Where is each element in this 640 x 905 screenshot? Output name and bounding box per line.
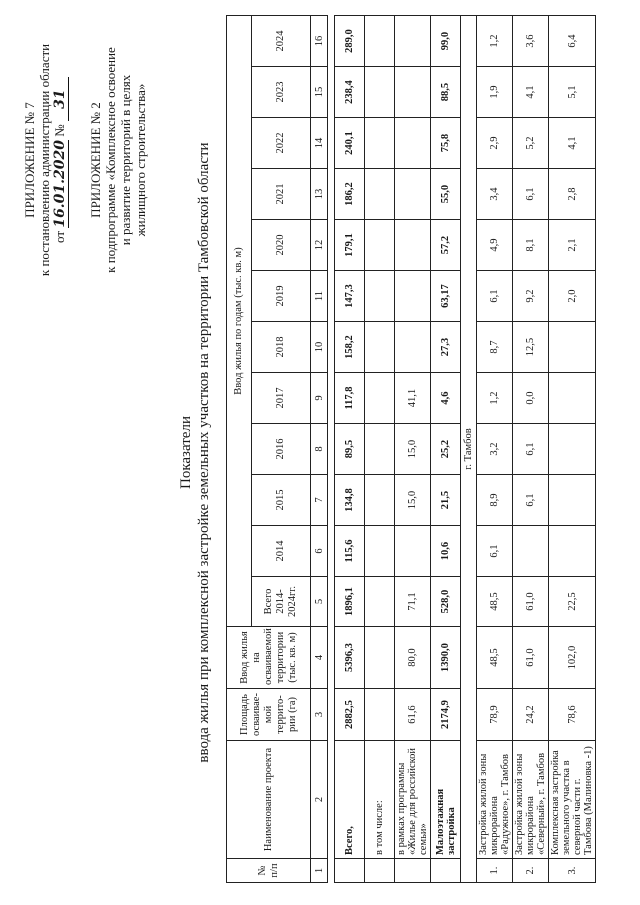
- project-name: в рамках программы «Жилье для российской семьи»: [395, 741, 431, 859]
- year-value: 89,5: [335, 424, 365, 475]
- row-number: 3.: [549, 859, 596, 883]
- year-value: 240,1: [335, 118, 365, 169]
- year-value: 2,0: [549, 271, 596, 322]
- housing-value: 80,0: [395, 627, 431, 689]
- year-value: 8,9: [477, 475, 513, 526]
- year-value: 6,1: [513, 475, 549, 526]
- year-value: 4,9: [477, 220, 513, 271]
- column-number: 2: [311, 741, 328, 859]
- year-value: 3,2: [477, 424, 513, 475]
- row-number: [335, 859, 365, 883]
- year-value: [395, 16, 431, 67]
- year-value: 2,8: [549, 169, 596, 220]
- year-value: 10,6: [431, 526, 461, 577]
- column-number: 4: [311, 627, 328, 689]
- year-value: [395, 169, 431, 220]
- project-name: Всего,: [335, 741, 365, 859]
- header-year: 2024: [252, 16, 311, 67]
- year-value: 15,0: [395, 424, 431, 475]
- column-number: 3: [311, 689, 328, 741]
- year-value: 55,0: [431, 169, 461, 220]
- header-year: 2014: [252, 526, 311, 577]
- year-value: [365, 271, 395, 322]
- spacer-row: [328, 16, 335, 883]
- city-label: г. Тамбов: [461, 16, 477, 883]
- header-year: 2016: [252, 424, 311, 475]
- row-number: 2.: [513, 859, 549, 883]
- year-value: [365, 67, 395, 118]
- year-value: 63,17: [431, 271, 461, 322]
- handwritten-date: 16.01.2020: [52, 139, 68, 228]
- header-year: 2023: [252, 67, 311, 118]
- year-value: 88,5: [431, 67, 461, 118]
- appendix-7-header: [22, 30, 69, 290]
- header-year: 2015: [252, 475, 311, 526]
- number-sign: №: [52, 124, 67, 137]
- column-number: 16: [311, 16, 328, 67]
- year-value: 0,0: [513, 373, 549, 424]
- summary-row: [365, 16, 395, 883]
- year-value: 5,1: [549, 67, 596, 118]
- year-value: [395, 118, 431, 169]
- year-value: 21,5: [431, 475, 461, 526]
- year-value: 117,8: [335, 373, 365, 424]
- total-value: 71,1: [395, 577, 431, 627]
- area-value: 2174,9: [431, 689, 461, 741]
- year-value: [549, 526, 596, 577]
- year-value: 115,6: [335, 526, 365, 577]
- year-value: 4,1: [513, 67, 549, 118]
- document-subtitle: ввода жилья при комплексной застройке земельных участков на территории Тамбовской области: [196, 142, 212, 763]
- appendix-2-line-2: и развитие территорий в целях: [118, 74, 133, 246]
- year-value: [395, 67, 431, 118]
- appendix-7-date-line: [52, 30, 69, 290]
- appendix-7-subtitle: к постановлению администрации области: [37, 43, 52, 277]
- year-value: [365, 424, 395, 475]
- column-number: 9: [311, 373, 328, 424]
- year-value: [365, 118, 395, 169]
- area-value: 24,2: [513, 689, 549, 741]
- table-row: [513, 16, 549, 883]
- year-value: 8,1: [513, 220, 549, 271]
- handwritten-number: 31: [53, 77, 69, 121]
- total-value: 48,5: [477, 577, 513, 627]
- year-value: [513, 526, 549, 577]
- year-value: [549, 322, 596, 373]
- year-value: 6,1: [513, 169, 549, 220]
- spacer-cell: [328, 16, 335, 883]
- total-value: 22,5: [549, 577, 596, 627]
- year-value: 147,3: [335, 271, 365, 322]
- year-value: 158,2: [335, 322, 365, 373]
- header-year: 2019: [252, 271, 311, 322]
- table-body: [311, 16, 596, 883]
- area-value: [365, 689, 395, 741]
- year-value: [365, 16, 395, 67]
- appendix-2-line-3: жилищного строительства»: [133, 83, 148, 237]
- header-year: 2022: [252, 118, 311, 169]
- year-value: 12,5: [513, 322, 549, 373]
- year-value: 8,7: [477, 322, 513, 373]
- housing-value: 102,0: [549, 627, 596, 689]
- year-value: 41,1: [395, 373, 431, 424]
- project-name: Застройка жилой зоны микрорайона «Радужное», г. Тамбов: [477, 741, 513, 859]
- year-value: 6,1: [477, 526, 513, 577]
- housing-value: 48,5: [477, 627, 513, 689]
- column-number: 14: [311, 118, 328, 169]
- column-number: 1: [311, 859, 328, 883]
- area-value: 78,9: [477, 689, 513, 741]
- summary-row: [335, 16, 365, 883]
- column-number: 12: [311, 220, 328, 271]
- year-value: 3,6: [513, 16, 549, 67]
- project-name: Малоэтажная застройка: [431, 741, 461, 859]
- table-row: [549, 16, 596, 883]
- project-name: Застройка жилой зоны микрорайона «Северный», г. Тамбов: [513, 741, 549, 859]
- header-num: № п/п: [227, 859, 311, 883]
- year-value: 289,0: [335, 16, 365, 67]
- header-year: 2020: [252, 220, 311, 271]
- column-number: 11: [311, 271, 328, 322]
- row-number: 1.: [477, 859, 513, 883]
- year-value: 1,2: [477, 373, 513, 424]
- year-value: [549, 424, 596, 475]
- header-year: 2017: [252, 373, 311, 424]
- header-year: 2018: [252, 322, 311, 373]
- year-value: [395, 220, 431, 271]
- project-name: Комплексная застройка земельного участка в северной части г. Тамбова (Малиновка -1): [549, 741, 596, 859]
- housing-value: 1390,0: [431, 627, 461, 689]
- total-value: 61,0: [513, 577, 549, 627]
- column-number: 7: [311, 475, 328, 526]
- year-value: [395, 322, 431, 373]
- header-year: 2021: [252, 169, 311, 220]
- year-value: 3,4: [477, 169, 513, 220]
- year-value: 179,1: [335, 220, 365, 271]
- year-value: 57,2: [431, 220, 461, 271]
- year-value: [395, 271, 431, 322]
- year-value: [549, 373, 596, 424]
- area-value: 61,6: [395, 689, 431, 741]
- area-value: 78,6: [549, 689, 596, 741]
- year-value: 99,0: [431, 16, 461, 67]
- city-row: [461, 16, 477, 883]
- row-number: [431, 859, 461, 883]
- year-value: [365, 322, 395, 373]
- row-number: [365, 859, 395, 883]
- year-value: [365, 220, 395, 271]
- housing-value: 61,0: [513, 627, 549, 689]
- year-value: 6,4: [549, 16, 596, 67]
- column-numbers-row: [311, 16, 328, 883]
- year-value: [365, 373, 395, 424]
- area-value: 2882,5: [335, 689, 365, 741]
- year-value: 2,9: [477, 118, 513, 169]
- total-value: 528,0: [431, 577, 461, 627]
- document-title: Показатели: [178, 416, 194, 489]
- column-number: 15: [311, 67, 328, 118]
- year-value: 9,2: [513, 271, 549, 322]
- year-value: 5,2: [513, 118, 549, 169]
- column-number: 13: [311, 169, 328, 220]
- column-number: 6: [311, 526, 328, 577]
- year-value: [365, 475, 395, 526]
- year-value: [395, 526, 431, 577]
- year-value: 238,4: [335, 67, 365, 118]
- header-project-name: Наименование проекта: [227, 741, 311, 859]
- appendix-2-title: ПРИЛОЖЕНИЕ № 2: [88, 102, 103, 218]
- appendix-2-header: [88, 30, 148, 290]
- year-value: 6,1: [477, 271, 513, 322]
- year-value: 134,8: [335, 475, 365, 526]
- year-value: 25,2: [431, 424, 461, 475]
- year-value: 15,0: [395, 475, 431, 526]
- header-total: Всего 2014-2024гг.: [252, 577, 311, 627]
- summary-row: [431, 16, 461, 883]
- total-value: 1896,1: [335, 577, 365, 627]
- year-value: [549, 475, 596, 526]
- header-by-years: Ввод жилья по годам (тыс. кв. м): [227, 16, 252, 627]
- appendix-2-line-1: к подпрограмме «Комплексное освоение: [103, 47, 118, 273]
- appendix-7-title: ПРИЛОЖЕНИЕ № 7: [22, 102, 37, 218]
- column-number: 10: [311, 322, 328, 373]
- year-value: [365, 526, 395, 577]
- year-value: 6,1: [513, 424, 549, 475]
- header-area: Площадь осваивае-мой террито-рии (га): [227, 689, 311, 741]
- housing-value: 5396,3: [335, 627, 365, 689]
- year-value: 4,6: [431, 373, 461, 424]
- header-row-1: [227, 16, 252, 883]
- year-value: 4,1: [549, 118, 596, 169]
- indicators-table: [226, 15, 596, 883]
- total-value: [365, 577, 395, 627]
- summary-row: [395, 16, 431, 883]
- year-value: 27,3: [431, 322, 461, 373]
- project-name: в том числе:: [365, 741, 395, 859]
- table-row: [477, 16, 513, 883]
- year-value: 75,8: [431, 118, 461, 169]
- year-value: 186,2: [335, 169, 365, 220]
- year-value: 1,9: [477, 67, 513, 118]
- row-number: [395, 859, 431, 883]
- column-number: 8: [311, 424, 328, 475]
- year-value: [365, 169, 395, 220]
- from-label: от: [52, 230, 67, 243]
- year-value: 1,2: [477, 16, 513, 67]
- column-number: 5: [311, 577, 328, 627]
- housing-value: [365, 627, 395, 689]
- header-housing: Ввод жилья на осваиваемой территории (тыс. кв. м): [227, 627, 311, 689]
- year-value: 2,1: [549, 220, 596, 271]
